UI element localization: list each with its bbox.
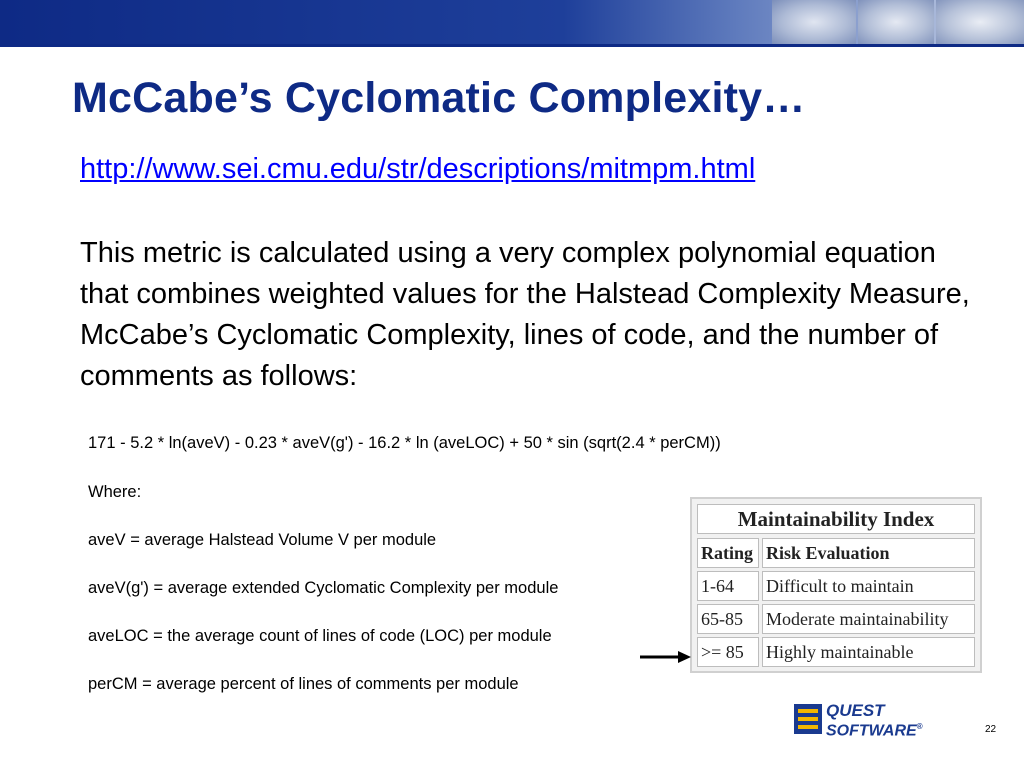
definition-aveg: aveV(g') = average extended Cyclomatic Complexity per module [88, 579, 559, 597]
banner-photo [936, 0, 1024, 44]
table-cell-rating: 65-85 [697, 604, 759, 634]
table-header-risk: Risk Evaluation [762, 538, 975, 568]
definition-avev: aveV = average Halstead Volume V per module [88, 531, 437, 549]
header-banner [0, 0, 1024, 44]
formula-text: 171 - 5.2 * ln(aveV) - 0.23 * aveV(g') - 16.2 * ln (aveLOC) + 50 * sin (sqrt(2.4 * perCM)) [88, 434, 721, 452]
table-title: Maintainability Index [697, 504, 975, 534]
page-number: 22 [985, 724, 997, 735]
reference-link[interactable]: http://www.sei.cmu.edu/str/descriptions/mitmpm.html [80, 153, 756, 185]
maintainability-index-table [690, 497, 982, 673]
definition-aveloc: aveLOC = the average count of lines of code (LOC) per module [88, 627, 552, 645]
table-cell-risk: Moderate maintainability [762, 604, 975, 634]
table-header-rating: Rating [697, 538, 759, 568]
table-cell-rating: 1-64 [697, 571, 759, 601]
table-cell-rating: >= 85 [697, 637, 759, 667]
logo-text-software: SOFTWARE® [826, 722, 923, 740]
banner-photo [858, 0, 934, 44]
table-cell-risk: Difficult to maintain [762, 571, 975, 601]
registered-mark: ® [916, 722, 923, 731]
slide-title: McCabe’s Cyclomatic Complexity… [72, 74, 806, 122]
banner-photo [772, 0, 856, 44]
banner-rule [0, 44, 1024, 47]
arrow-right-icon [640, 650, 692, 664]
body-paragraph: This metric is calculated using a very complex polynomial equation that combines weighted values for the Halstead Complexity Measure, McCabe’s Cyclomatic Complexity, lines of code, and the number of comments as follows: [80, 237, 970, 392]
table-cell-risk: Highly maintainable [762, 637, 975, 667]
logo-text-quest: QUEST [826, 701, 885, 720]
definition-percm: perCM = average percent of lines of comments per module [88, 675, 519, 693]
where-label: Where: [88, 483, 142, 501]
